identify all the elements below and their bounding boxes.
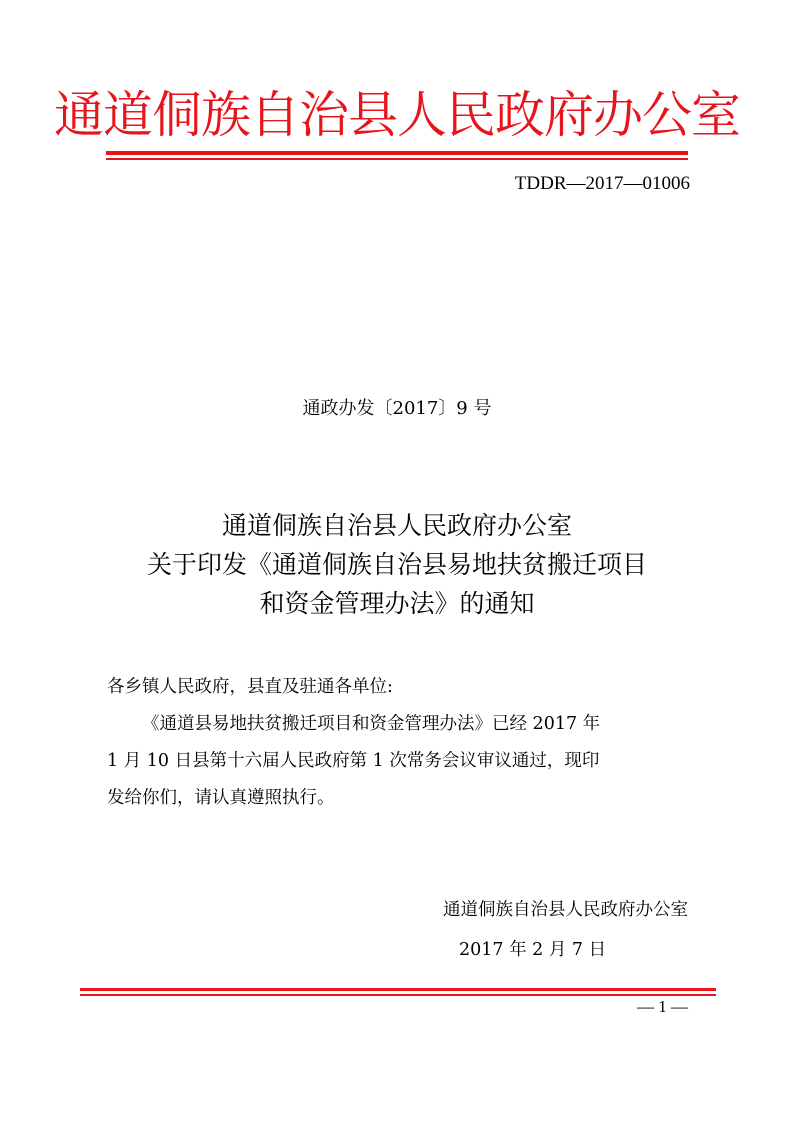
title-line-2: 关于印发《通道侗族自治县易地扶贫搬迁项目	[146, 550, 647, 579]
footer-divider-thick	[80, 988, 716, 991]
issue-number: 通政办发〔2017〕9 号	[302, 398, 492, 419]
issue-date: 2017 年 2 月 7 日	[459, 940, 607, 960]
masthead-divider-thick	[106, 151, 688, 155]
page-number: — 1 —	[637, 997, 688, 1016]
masthead-divider-thin	[106, 158, 688, 160]
footer-divider-thin	[80, 994, 716, 996]
salutation: 各乡镇人民政府，县直及驻通各单位:	[107, 677, 393, 697]
body-line-3: 发给你们，请认真遵照执行。	[107, 788, 335, 808]
title-line-3: 和资金管理办法》的通知	[259, 589, 535, 618]
title-line-1: 通道侗族自治县人民政府办公室	[221, 511, 572, 540]
body-line-1: 《通道县易地扶贫搬迁项目和资金管理办法》已经 2017 年	[142, 714, 601, 734]
document-code: TDDR—2017—01006	[514, 173, 690, 194]
masthead-title: 通道侗族自治县人民政府办公室	[54, 86, 740, 144]
issuer-signature: 通道侗族自治县人民政府办公室	[443, 900, 688, 920]
body-line-2: 1 月 10 日县第十六届人民政府第 1 次常务会议审议通过，现印	[107, 751, 600, 771]
